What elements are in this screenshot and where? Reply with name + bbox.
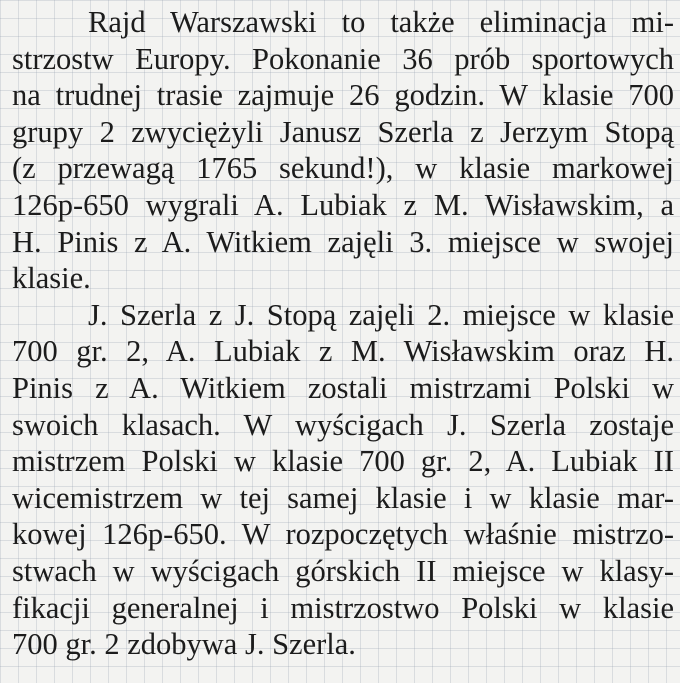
text-line: 700 gr. 2, A. Lubiak z M. Wisławskim oraz H. bbox=[12, 334, 674, 369]
text-line: strzostw Europy. Pokonanie 36 prób sportowych bbox=[12, 41, 674, 76]
text-line: mistrzem Polski w klasie 700 gr. 2, A. Lubiak II bbox=[12, 444, 674, 479]
text-line: na trudnej trasie zajmuje 26 godzin. W klasie 700 bbox=[12, 78, 674, 113]
text-line: kowej 126p-650. W rozpoczętych właśnie mistrzo- bbox=[12, 517, 674, 552]
text-line: grupy 2 zwyciężyli Janusz Szerla z Jerzym Stopą bbox=[12, 114, 674, 149]
text-line: Pinis z A. Witkiem zostali mistrzami Polski w bbox=[12, 370, 674, 405]
paragraph-2 bbox=[12, 297, 674, 663]
text-line: wicemistrzem w tej samej klasie i w klasie mar- bbox=[12, 480, 674, 515]
text-line: swoich klasach. W wyścigach J. Szerla zostaje bbox=[12, 407, 674, 442]
article-text bbox=[12, 4, 674, 663]
text-line: fikacji generalnej i mistrzostwo Polski w klasie bbox=[12, 590, 674, 625]
text-line: 700 gr. 2 zdobywa J. Szerla. bbox=[12, 627, 356, 662]
text-line: J. Szerla z J. Stopą zajęli 2. miejsce w klasie bbox=[88, 297, 674, 332]
text-line: klasie. bbox=[12, 261, 91, 296]
paragraph-1 bbox=[12, 4, 674, 297]
text-line: stwach w wyścigach górskich II miejsce w klasy- bbox=[12, 553, 674, 588]
text-line: H. Pinis z A. Witkiem zajęli 3. miejsce w swojej bbox=[12, 224, 674, 259]
text-line: 126p-650 wygrali A. Lubiak z M. Wisławskim, a bbox=[12, 187, 674, 222]
text-line: (z przewagą 1765 sekund!), w klasie markowej bbox=[12, 151, 674, 186]
text-line: Rajd Warszawski to także eliminacja mi- bbox=[88, 5, 674, 39]
